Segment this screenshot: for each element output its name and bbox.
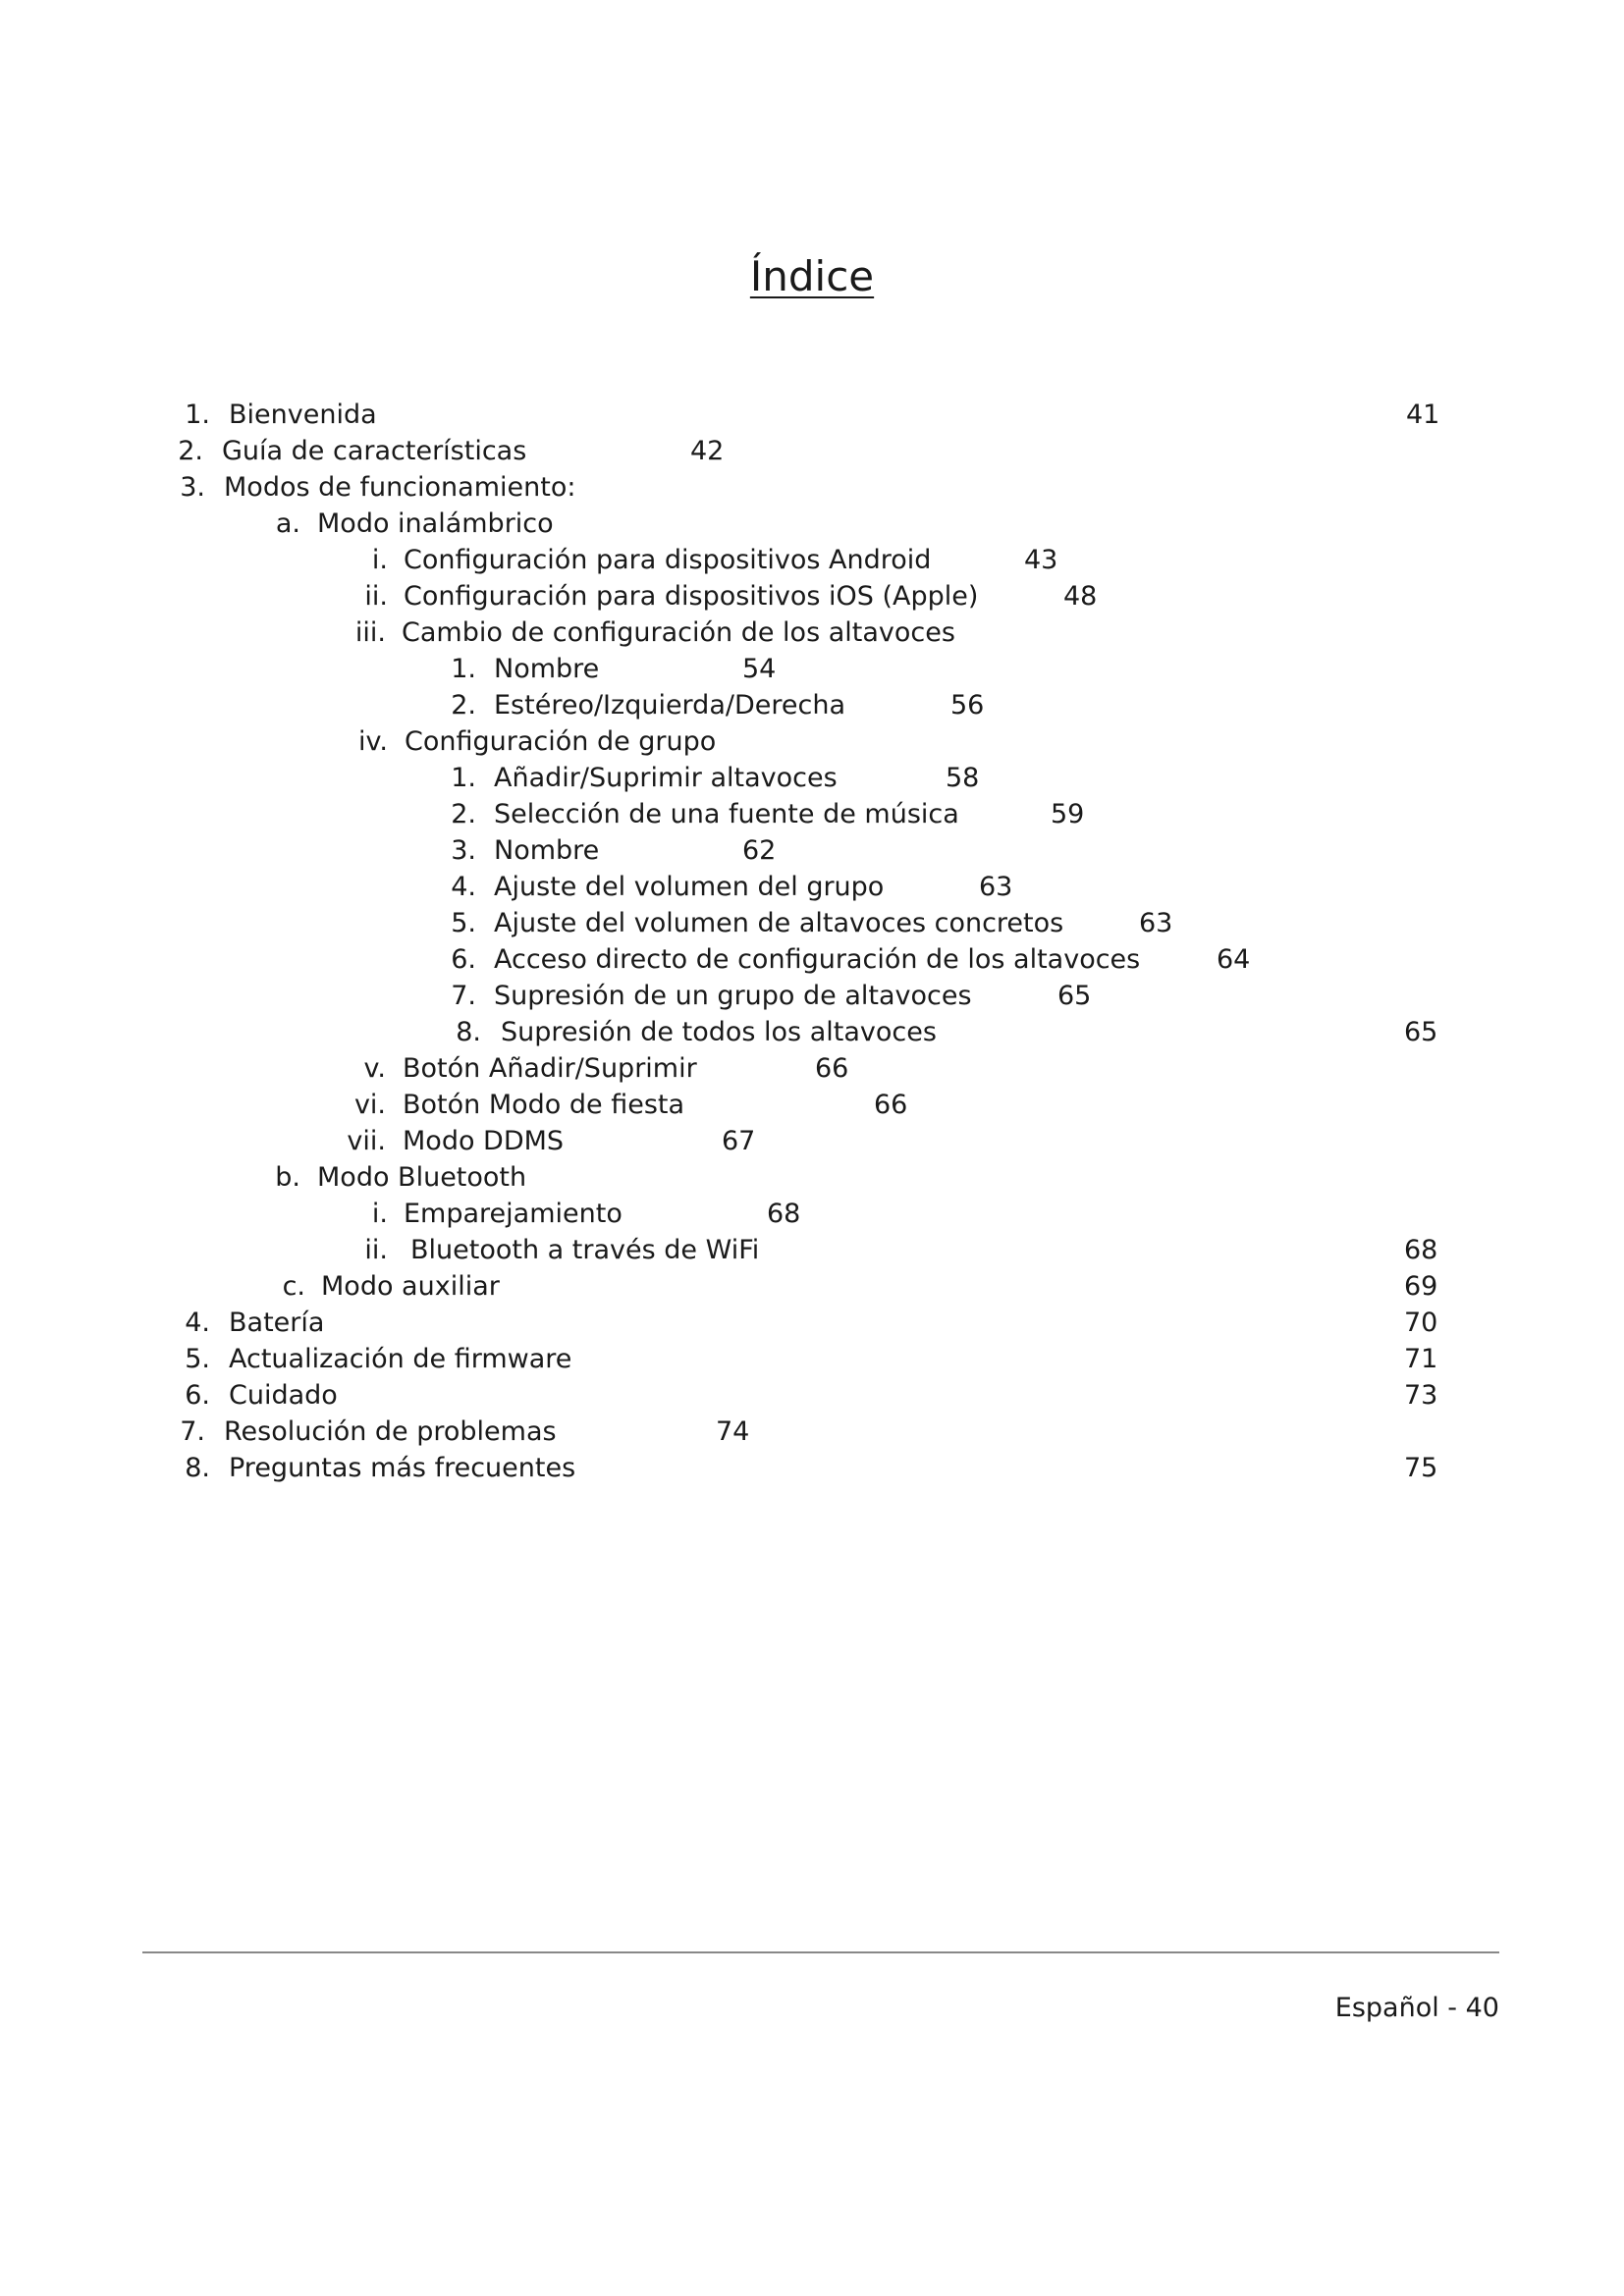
toc-entry-number: iii.: [354, 617, 386, 648]
toc-entry-number: 3.: [451, 835, 476, 866]
toc-entry-label: Actualización de firmware: [229, 1344, 572, 1374]
toc-entry-number: 1.: [451, 654, 476, 684]
toc-entry[interactable]: [0, 1087, 1624, 1123]
toc-entry-page: 48: [1063, 581, 1098, 612]
toc-entry-label: Acceso directo de configuración de los altavoces: [494, 944, 1141, 975]
toc-entry[interactable]: [0, 1232, 1624, 1268]
toc-entry-label: Modo Bluetooth: [317, 1162, 527, 1193]
toc-entry-number: 5.: [451, 908, 476, 938]
toc-entry-number: 6.: [451, 944, 476, 975]
toc-entry[interactable]: [0, 1014, 1624, 1050]
toc-entry-number: vi.: [353, 1090, 386, 1120]
toc-entry[interactable]: [0, 869, 1624, 905]
toc-entry[interactable]: [0, 687, 1624, 723]
toc-entry-page: 65: [1057, 981, 1092, 1011]
toc-entry-label: Botón Añadir/Suprimir: [403, 1053, 697, 1084]
toc-entry-label: Guía de características: [222, 436, 527, 466]
toc-entry-page: 73: [1404, 1380, 1438, 1411]
toc-entry[interactable]: [0, 1196, 1624, 1232]
page-title: Índice: [749, 252, 875, 300]
toc-entry-label: Supresión de un grupo de altavoces: [494, 981, 972, 1011]
toc-entry-number: i.: [371, 1199, 388, 1229]
toc-entry-number: b.: [275, 1162, 300, 1193]
toc-entry-number: i.: [371, 545, 388, 575]
toc-entry-label: Resolución de problemas: [224, 1416, 557, 1447]
toc-entry[interactable]: [0, 614, 1624, 651]
toc-entry[interactable]: [0, 1159, 1624, 1196]
toc-entry-number: 1.: [185, 400, 210, 430]
toc-entry[interactable]: [0, 832, 1624, 869]
toc-entry-page: 69: [1404, 1271, 1438, 1302]
toc-entry-number: iv.: [358, 726, 388, 757]
toc-entry-page: 64: [1217, 944, 1251, 975]
toc-entry-label: Configuración para dispositivos Android: [404, 545, 932, 575]
toc-entry-label: Supresión de todos los altavoces: [501, 1017, 937, 1047]
toc-entry[interactable]: [0, 1450, 1624, 1486]
toc-entry-label: Ajuste del volumen de altavoces concretos: [494, 908, 1064, 938]
toc-entry-page: 43: [1024, 545, 1058, 575]
toc-entry-number: 2.: [451, 799, 476, 829]
toc-entry-number: 3.: [180, 472, 205, 503]
toc-entry-label: Bienvenida: [229, 400, 377, 430]
toc-entry-page: 42: [690, 436, 725, 466]
toc-entry-number: a.: [275, 508, 300, 539]
toc-entry-label: Añadir/Suprimir altavoces: [494, 763, 838, 793]
toc-entry-page: 65: [1404, 1017, 1438, 1047]
toc-entry-number: ii.: [364, 581, 388, 612]
toc-entry-label: Selección de una fuente de música: [494, 799, 959, 829]
toc-entry[interactable]: [0, 723, 1624, 760]
toc-entry[interactable]: [0, 506, 1624, 542]
toc-entry-label: Preguntas más frecuentes: [229, 1453, 576, 1483]
toc-entry-number: 4.: [185, 1308, 210, 1338]
toc-entry-page: 74: [716, 1416, 750, 1447]
toc-entry-page: 67: [722, 1126, 756, 1156]
toc-entry[interactable]: [0, 905, 1624, 941]
toc-entry-number: 6.: [185, 1380, 210, 1411]
toc-entry-number: vii.: [347, 1126, 386, 1156]
toc-entry[interactable]: [0, 1305, 1624, 1341]
toc-entry-label: Nombre: [494, 835, 600, 866]
toc-entry[interactable]: [0, 433, 1624, 469]
toc-entry-number: 2.: [178, 436, 203, 466]
toc-entry-number: 8.: [456, 1017, 481, 1047]
toc-entry-label: Configuración de grupo: [405, 726, 717, 757]
toc-entry-label: Modo inalámbrico: [317, 508, 554, 539]
toc-entry-page: 63: [1139, 908, 1173, 938]
toc-entry[interactable]: [0, 978, 1624, 1014]
toc-entry-page: 59: [1051, 799, 1085, 829]
toc-entry-number: 8.: [185, 1453, 210, 1483]
toc-entry-page: 56: [950, 690, 985, 721]
toc-entry[interactable]: [0, 1268, 1624, 1305]
toc-entry-page: 71: [1404, 1344, 1438, 1374]
toc-entry-label: Estéreo/Izquierda/Derecha: [494, 690, 845, 721]
toc-entry-label: Emparejamiento: [404, 1199, 623, 1229]
toc-entry-label: Nombre: [494, 654, 600, 684]
toc-entry[interactable]: [0, 1341, 1624, 1377]
toc-entry[interactable]: [0, 1414, 1624, 1450]
toc-entry-label: Cuidado: [229, 1380, 338, 1411]
toc-entry-label: Ajuste del volumen del grupo: [494, 872, 885, 902]
toc-entry[interactable]: [0, 469, 1624, 506]
toc-entry-label: Modo auxiliar: [321, 1271, 500, 1302]
toc-entry-number: 4.: [451, 872, 476, 902]
toc-entry-page: 62: [742, 835, 777, 866]
toc-entry-number: 5.: [185, 1344, 210, 1374]
toc-entry-label: Modos de funcionamiento:: [224, 472, 576, 503]
toc-entry-page: 41: [1406, 400, 1440, 430]
toc-entry-label: Botón Modo de fiesta: [403, 1090, 685, 1120]
toc-entry-number: v.: [363, 1053, 386, 1084]
toc-entry[interactable]: [0, 1377, 1624, 1414]
toc-entry-number: 1.: [451, 763, 476, 793]
toc-entry[interactable]: [0, 1050, 1624, 1087]
toc-entry-number: 7.: [451, 981, 476, 1011]
toc-entry[interactable]: [0, 941, 1624, 978]
toc-entry[interactable]: [0, 760, 1624, 796]
toc-entry-page: 66: [815, 1053, 849, 1084]
toc-entry-number: c.: [282, 1271, 305, 1302]
toc-entry-page: 58: [946, 763, 980, 793]
toc-entry-label: Batería: [229, 1308, 325, 1338]
toc-entry-page: 63: [979, 872, 1013, 902]
toc-entry-label: Modo DDMS: [403, 1126, 565, 1156]
toc-entry-label: Configuración para dispositivos iOS (Apple): [404, 581, 979, 612]
toc-entry[interactable]: [0, 542, 1624, 578]
toc-entry-page: 68: [1404, 1235, 1438, 1265]
toc-entry[interactable]: [0, 1123, 1624, 1159]
toc-entry[interactable]: [0, 397, 1624, 433]
toc-entry-page: 66: [874, 1090, 908, 1120]
toc-entry-page: 75: [1404, 1453, 1438, 1483]
toc-entry-label: Bluetooth a través de WiFi: [410, 1235, 760, 1265]
toc-entry-number: ii.: [364, 1235, 388, 1265]
toc-entry-page: 70: [1404, 1308, 1438, 1338]
toc-entry[interactable]: [0, 796, 1624, 832]
toc-entry-number: 7.: [180, 1416, 205, 1447]
toc-entry[interactable]: [0, 651, 1624, 687]
footer-divider: [142, 1951, 1499, 1953]
toc-entry-number: 2.: [451, 690, 476, 721]
toc-entry-page: 68: [767, 1199, 801, 1229]
page-footer: Español - 40: [1334, 1993, 1499, 2023]
toc-entry[interactable]: [0, 578, 1624, 614]
toc-entry-page: 54: [742, 654, 777, 684]
toc-entry-label: Cambio de configuración de los altavoces: [402, 617, 955, 648]
